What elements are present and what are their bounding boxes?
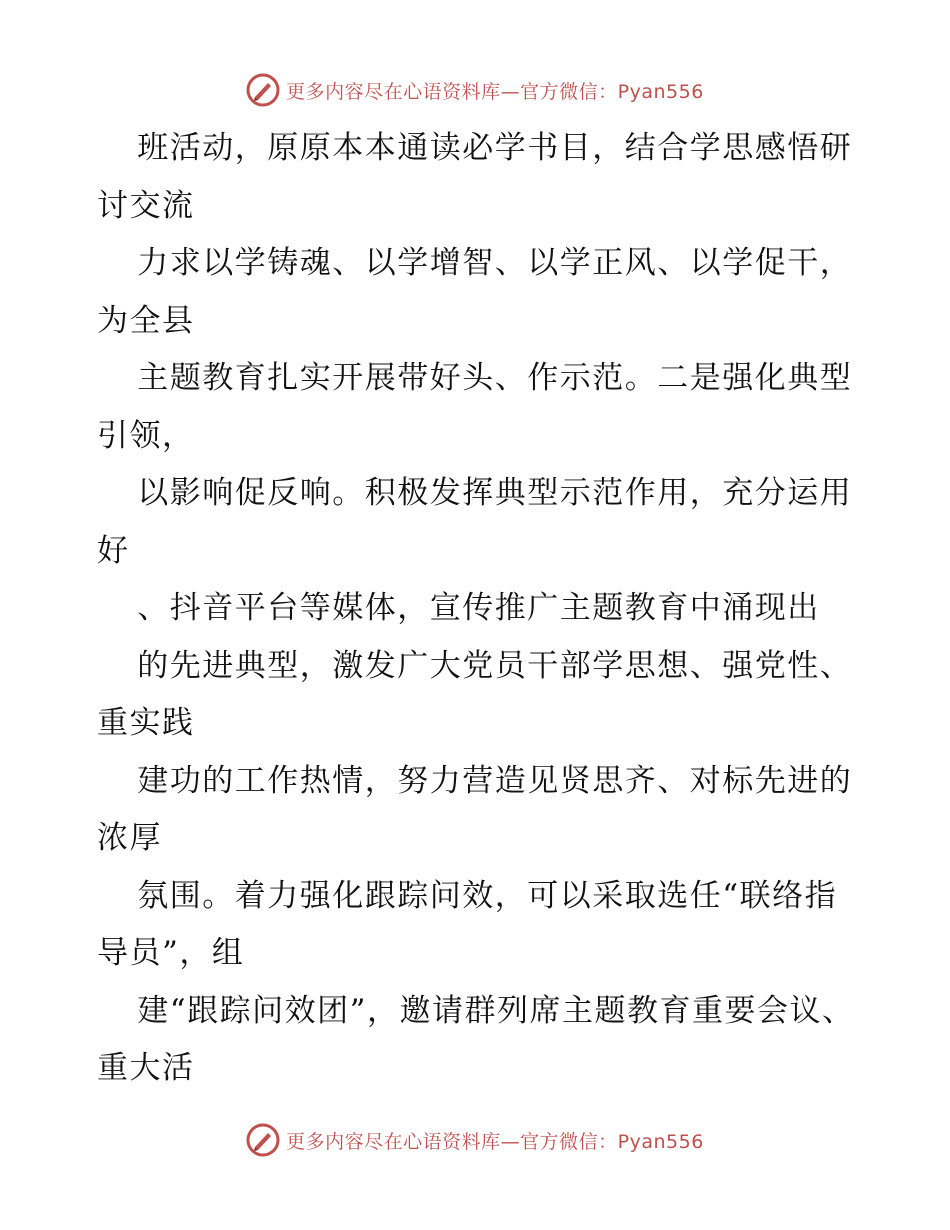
header-banner-text: 更多内容尽在心语资料库—官方微信：Pyan556 xyxy=(286,80,704,103)
paragraph: 的先进典型，激发广大党员干部学思想、强党性、重实践 xyxy=(97,647,853,741)
paragraph: 建功的工作热情，努力营造见贤思齐、对标先进的浓厚 xyxy=(97,762,853,856)
paragraph: 主题教育扎实开展带好头、作示范。二是强化典型引领， xyxy=(97,360,853,454)
footer-banner-text: 更多内容尽在心语资料库—官方微信：Pyan556 xyxy=(286,1130,704,1153)
pen-seal-icon xyxy=(246,73,280,107)
footer-banner-inner xyxy=(246,1123,704,1157)
document-body xyxy=(97,120,857,1098)
header-banner-inner xyxy=(246,73,704,107)
paragraph: 以影响促反响。积极发挥典型示范作用，充分运用好 xyxy=(97,475,853,569)
pen-seal-icon xyxy=(246,1123,280,1157)
paragraph: 、抖音平台等媒体，宣传推广主题教育中涌现出 xyxy=(137,590,820,626)
paragraph: 氛围。着力强化跟踪问效，可以采取选任“联络指导员”，组 xyxy=(97,877,838,971)
header-banner xyxy=(0,70,950,110)
paragraph: 建“跟踪问效团”，邀请群列席主题教育重要会议、重大活 xyxy=(97,992,855,1086)
paragraph: 班活动，原原本本通读必学书目，结合学思感悟研讨交流 xyxy=(97,130,853,224)
paragraph: 力求以学铸魂、以学增智、以学正风、以学促干，为全县 xyxy=(97,245,853,339)
footer-banner xyxy=(0,1120,950,1160)
